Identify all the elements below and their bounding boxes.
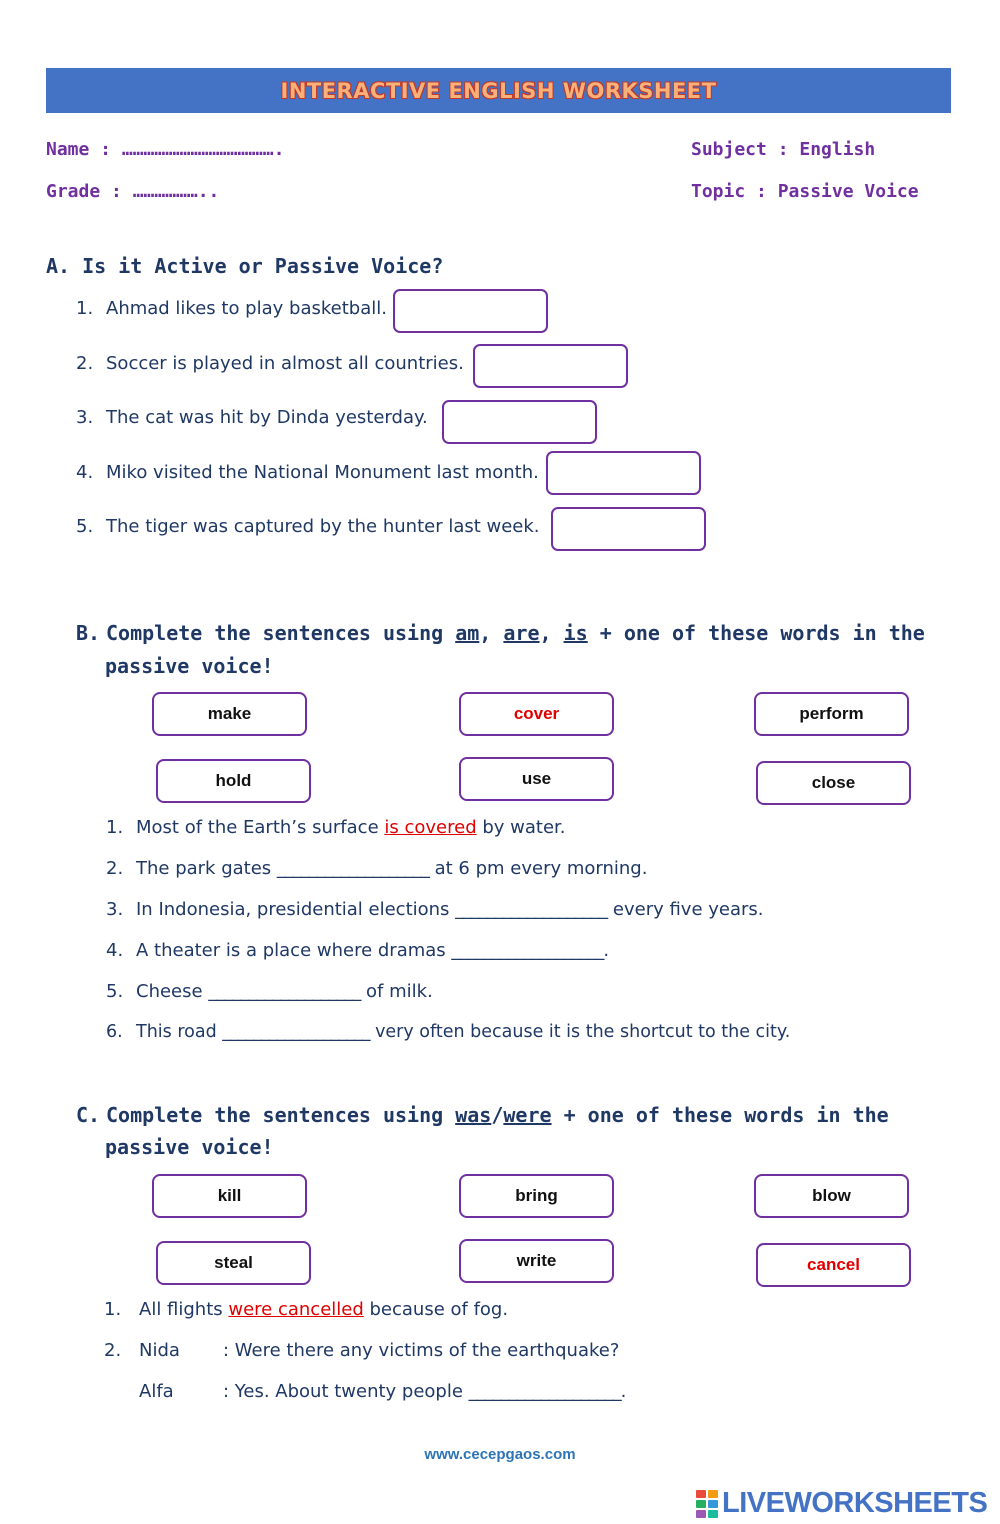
section-a-title: A. Is it Active or Passive Voice?	[46, 254, 444, 278]
word-button-bring[interactable]: bring	[459, 1174, 614, 1218]
section-b-title-line2: passive voice!	[105, 654, 274, 678]
list-item	[76, 353, 464, 374]
grade-field	[46, 181, 219, 202]
logo-square	[696, 1500, 706, 1508]
item-text: .	[603, 940, 610, 961]
subject-text: Subject : English	[691, 139, 876, 160]
item-text: Ahmad likes to play basketball.	[106, 298, 387, 319]
logo-square	[696, 1510, 706, 1518]
am-word: am	[455, 621, 480, 645]
item-number: 6.	[106, 1022, 123, 1042]
item-number: 5.	[76, 516, 94, 537]
logo-square	[708, 1490, 718, 1498]
section-b-label: B.	[76, 621, 101, 645]
name-field	[46, 139, 284, 160]
list-item	[104, 1299, 508, 1320]
topic-text: Topic : Passive Voice	[691, 181, 919, 202]
word-button-cancel[interactable]: cancel	[756, 1243, 911, 1287]
dialogue-text: : Yes. About twenty people	[223, 1381, 469, 1402]
section-c-label: C.	[76, 1103, 101, 1127]
item-text: This road	[136, 1022, 223, 1042]
word-button-write[interactable]: write	[459, 1239, 614, 1283]
word-button-hold[interactable]: hold	[156, 759, 311, 803]
list-item	[106, 981, 433, 1002]
word-button-kill[interactable]: kill	[152, 1174, 307, 1218]
are-word: are	[503, 621, 540, 645]
example-answer: were cancelled	[228, 1299, 364, 1320]
item-text: Soccer is played in almost all countries.	[106, 353, 464, 374]
example-answer: is covered	[384, 817, 477, 838]
list-item	[76, 298, 387, 319]
word-button-use[interactable]: use	[459, 757, 614, 801]
title-text: Complete the sentences using	[106, 621, 456, 645]
section-b-title	[76, 621, 925, 645]
answer-blank[interactable]: ___________________	[451, 940, 604, 961]
list-item	[106, 1022, 790, 1042]
answer-box-a2[interactable]	[473, 344, 628, 388]
item-text: The tiger was captured by the hunter last week.	[106, 516, 540, 537]
answer-blank[interactable]: ___________________	[276, 858, 429, 879]
word-button-cover[interactable]: cover	[459, 692, 614, 736]
title-text: + one of these words in the	[551, 1103, 889, 1127]
list-item	[106, 899, 764, 920]
item-text: Miko visited the National Monument last month.	[106, 462, 539, 483]
dialogue-line-1	[104, 1340, 619, 1361]
answer-box-a5[interactable]	[551, 507, 706, 551]
item-number: 1.	[104, 1299, 122, 1320]
item-text: The park gates	[136, 858, 277, 879]
answer-box-a3[interactable]	[442, 400, 597, 444]
item-number: 1.	[76, 298, 94, 319]
separator: ,	[539, 621, 564, 645]
answer-blank[interactable]: ___________________	[455, 899, 608, 920]
item-text: at 6 pm every morning.	[428, 858, 648, 879]
item-number: 1.	[106, 817, 124, 838]
separator: ,	[479, 621, 504, 645]
separator: /	[491, 1103, 504, 1127]
item-text: of milk.	[360, 981, 433, 1002]
word-button-steal[interactable]: steal	[156, 1241, 311, 1285]
item-number: 3.	[76, 407, 94, 428]
item-text: A theater is a place where dramas	[136, 940, 452, 961]
item-number: 2.	[106, 858, 124, 879]
item-text: The cat was hit by Dinda yesterday.	[106, 407, 428, 428]
were-word: were	[503, 1103, 552, 1127]
worksheet-title: INTERACTIVE ENGLISH WORKSHEET	[280, 78, 717, 103]
worksheet-banner	[46, 68, 951, 113]
item-number: 4.	[76, 462, 94, 483]
item-number: 2.	[76, 353, 94, 374]
list-item	[76, 516, 540, 537]
item-number: 4.	[106, 940, 124, 961]
item-text: In Indonesia, presidential elections	[136, 899, 456, 920]
answer-box-a4[interactable]	[546, 451, 701, 495]
is-word: is	[563, 621, 588, 645]
item-text: by water.	[476, 817, 566, 838]
item-text: because of fog.	[363, 1299, 509, 1320]
logo-square	[696, 1490, 706, 1498]
name-value: …………………………………….	[121, 139, 285, 160]
list-item	[106, 940, 609, 961]
answer-blank[interactable]: ___________________	[208, 981, 361, 1002]
list-item	[76, 462, 539, 483]
word-button-blow[interactable]: blow	[754, 1174, 909, 1218]
list-item	[76, 407, 428, 428]
dialogue-line-2	[139, 1381, 626, 1402]
item-text: Cheese	[136, 981, 209, 1002]
word-button-make[interactable]: make	[152, 692, 307, 736]
logo-square	[708, 1510, 718, 1518]
item-number: 2.	[104, 1340, 122, 1361]
title-text: + one of these words in the	[587, 621, 925, 645]
grade-value: ………………..	[132, 181, 220, 202]
item-text: Most of the Earth’s surface	[136, 817, 385, 838]
dialogue-text: .	[620, 1381, 627, 1402]
answer-blank[interactable]: ___________________	[222, 1022, 370, 1042]
speaker-name: Nida	[139, 1340, 180, 1361]
item-text: very often because it is the shortcut to the city.	[369, 1022, 791, 1042]
section-c-title-line2: passive voice!	[105, 1135, 274, 1159]
item-text: All flights	[139, 1299, 229, 1320]
item-number: 5.	[106, 981, 124, 1002]
answer-blank[interactable]: ___________________	[468, 1381, 621, 1402]
list-item	[106, 858, 647, 879]
was-word: was	[455, 1103, 492, 1127]
item-text: every five years.	[607, 899, 764, 920]
website-link[interactable]: www.cecepgaos.com	[424, 1446, 576, 1463]
title-text: Complete the sentences using	[106, 1103, 456, 1127]
grade-label: Grade :	[46, 181, 122, 202]
word-button-close[interactable]: close	[756, 761, 911, 805]
item-number: 3.	[106, 899, 124, 920]
name-label: Name :	[46, 139, 112, 160]
answer-box-a1[interactable]	[393, 289, 548, 333]
liveworksheets-icon	[696, 1490, 718, 1518]
dialogue-text: : Were there any victims of the earthquake?	[223, 1340, 620, 1361]
liveworksheets-logo[interactable]	[696, 1487, 987, 1520]
logo-square	[708, 1500, 718, 1508]
list-item	[106, 817, 566, 838]
liveworksheets-brand: LIVEWORKSHEETS	[722, 1487, 988, 1519]
word-button-perform[interactable]: perform	[754, 692, 909, 736]
speaker-name: Alfa	[139, 1381, 174, 1402]
section-c-title	[76, 1103, 889, 1127]
